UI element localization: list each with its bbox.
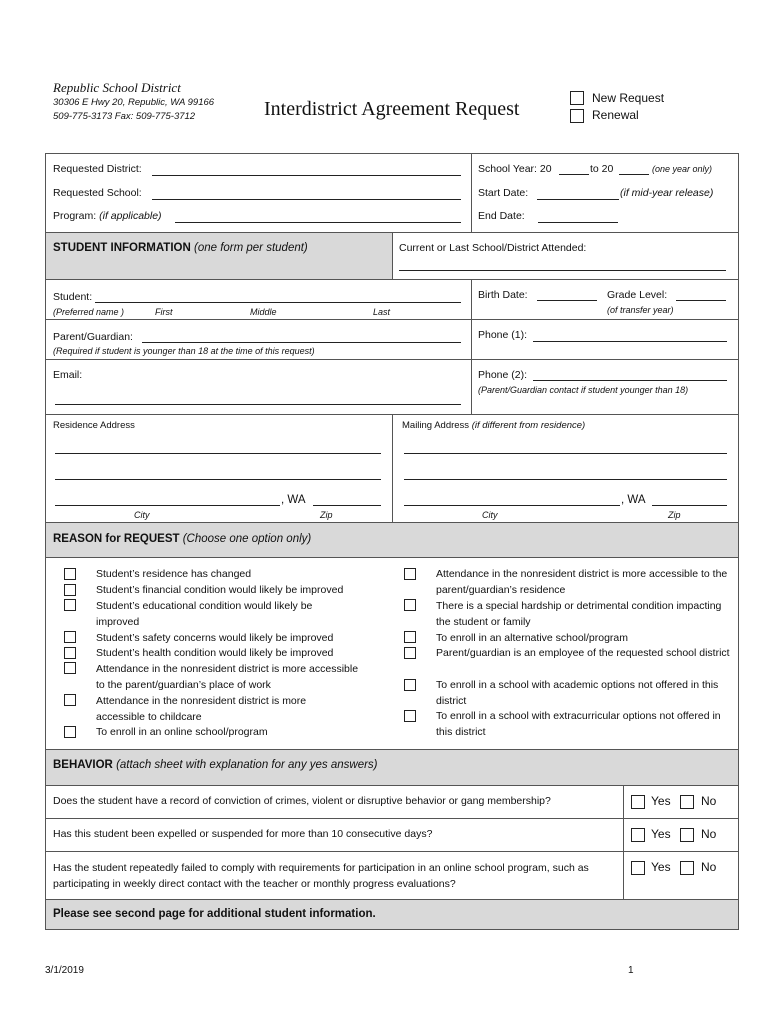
behavior-question-3: Has the student repeatedly failed to comply with requirements for participation in an online school program, such as participating in weekly direct contact with the teacher or monthly progress evaluations?: [53, 862, 589, 890]
program-label: Program: (if applicable): [53, 210, 162, 222]
reason-left-3: Student’s educational condition would likely be improved: [96, 600, 313, 628]
email-field[interactable]: [55, 404, 461, 405]
grade-level-label: Grade Level:: [607, 289, 668, 301]
school-year-from-field[interactable]: [559, 174, 589, 175]
phone2-field[interactable]: [533, 380, 727, 381]
q2-yes-checkbox[interactable]: [631, 828, 645, 842]
first-name-note: First: [155, 307, 173, 317]
reason-right-6: To enroll in a school with extracurricular options not offered in this district: [436, 710, 721, 738]
residence-line1-field[interactable]: [55, 453, 381, 454]
school-year-label-a: School Year: 20: [478, 163, 552, 175]
phone1-field[interactable]: [533, 341, 727, 342]
reason-right-6-checkbox[interactable]: [404, 710, 416, 722]
end-date-label: End Date:: [478, 210, 525, 222]
preferred-name-note: (Preferred name ): [53, 307, 125, 317]
reason-right-4: Parent/guardian is an employee of the requested school district: [436, 647, 730, 659]
behavior-question-1: Does the student have a record of conviction of crimes, violent or disruptive behavior or gang membership?: [53, 795, 551, 807]
residence-zip-note: Zip: [320, 510, 333, 520]
residence-line2-field[interactable]: [55, 479, 381, 480]
student-info-heading: STUDENT INFORMATION (one form per student): [53, 242, 308, 254]
reason-right-5-checkbox[interactable]: [404, 679, 416, 691]
second-page-note: Please see second page for additional student information.: [53, 908, 376, 920]
middle-name-note: Middle: [250, 307, 277, 317]
school-year-to-field[interactable]: [619, 174, 649, 175]
page-number: 1: [628, 965, 634, 976]
q2-no-label: No: [701, 827, 717, 841]
reason-right-1-checkbox[interactable]: [404, 568, 416, 580]
reason-left-1-checkbox[interactable]: [64, 568, 76, 580]
parent-note: (Required if student is younger than 18 at the time of this request): [53, 346, 315, 356]
phone2-label: Phone (2):: [478, 369, 528, 381]
residence-city-field[interactable]: [55, 505, 280, 506]
q1-no-checkbox[interactable]: [680, 795, 694, 809]
birth-date-label: Birth Date:: [478, 289, 528, 301]
student-name-field[interactable]: [95, 302, 461, 303]
grade-level-field[interactable]: [676, 300, 726, 301]
reason-left-8-checkbox[interactable]: [64, 726, 76, 738]
school-year-label-b: to 20: [590, 163, 614, 175]
district-phone-fax: 509-775-3173 Fax: 509-775-3712: [53, 111, 196, 122]
reason-left-5-checkbox[interactable]: [64, 647, 76, 659]
start-date-field[interactable]: [537, 199, 619, 200]
q1-no-label: No: [701, 794, 717, 808]
school-year-note: (one year only): [652, 164, 713, 174]
end-date-field[interactable]: [538, 222, 618, 223]
reason-left-1: Student’s residence has changed: [96, 568, 252, 580]
mailing-line2-field[interactable]: [404, 479, 727, 480]
reason-left-2: Student’s financial condition would likely be improved: [96, 584, 344, 596]
footer-date: 3/1/2019: [45, 965, 84, 976]
reason-left-7: Attendance in the nonresident district is more accessible to childcare: [96, 695, 307, 723]
reason-right-2-checkbox[interactable]: [404, 599, 416, 611]
page-title: Interdistrict Agreement Request: [264, 98, 520, 120]
q3-yes-label: Yes: [651, 860, 671, 874]
student-label: Student:: [53, 291, 93, 303]
reason-left-7-checkbox[interactable]: [64, 694, 76, 706]
mailing-zip-field[interactable]: [652, 505, 727, 506]
requested-school-label: Requested School:: [53, 187, 142, 199]
mailing-city-note: City: [482, 510, 498, 520]
q3-no-label: No: [701, 860, 717, 874]
q1-yes-label: Yes: [651, 794, 671, 808]
reason-right-4-checkbox[interactable]: [404, 647, 416, 659]
start-date-label: Start Date:: [478, 187, 529, 199]
requested-district-label: Requested District:: [53, 163, 142, 175]
residence-address-label: Residence Address: [53, 420, 135, 431]
reason-left-3-checkbox[interactable]: [64, 599, 76, 611]
reason-left-6-checkbox[interactable]: [64, 662, 76, 674]
behavior-question-2: Has this student been expelled or suspended for more than 10 consecutive days?: [53, 828, 433, 840]
renewal-checkbox[interactable]: [570, 109, 584, 123]
phone1-label: Phone (1):: [478, 329, 528, 341]
mailing-city-field[interactable]: [404, 505, 620, 506]
reason-left-6: Attendance in the nonresident district is more accessible to the parent/guardian’s place of work: [96, 663, 359, 691]
mailing-wa: , WA: [621, 494, 646, 506]
q3-no-checkbox[interactable]: [680, 861, 694, 875]
q2-no-checkbox[interactable]: [680, 828, 694, 842]
last-name-note: Last: [373, 307, 391, 317]
reason-left-5: Student’s health condition would likely be improved: [96, 647, 334, 659]
student-info-header-bg: [46, 232, 392, 279]
current-school-label: Current or Last School/District Attended:: [399, 242, 587, 254]
reason-left-8: To enroll in an online school/program: [96, 726, 268, 738]
grade-note: (of transfer year): [607, 305, 674, 315]
reason-right-5: To enroll in a school with academic options not offered in this district: [436, 679, 719, 707]
renewal-label: Renewal: [592, 108, 639, 122]
residence-wa: , WA: [281, 494, 306, 506]
reason-left-4-checkbox[interactable]: [64, 631, 76, 643]
requested-district-field[interactable]: [152, 175, 461, 176]
reason-right-3: To enroll in an alternative school/program: [436, 632, 629, 644]
current-school-field[interactable]: [399, 270, 726, 271]
reason-right-3-checkbox[interactable]: [404, 631, 416, 643]
reason-left-2-checkbox[interactable]: [64, 584, 76, 596]
q2-yes-label: Yes: [651, 827, 671, 841]
behavior-heading: BEHAVIOR (attach sheet with explanation for any yes answers): [53, 759, 378, 771]
mailing-address-label: Mailing Address (if different from residence): [402, 420, 586, 431]
reason-right-2: There is a special hardship or detrimental condition impacting the student or family: [436, 600, 722, 628]
mailing-zip-note: Zip: [668, 510, 681, 520]
reason-left-4: Student’s safety concerns would likely be improved: [96, 632, 334, 644]
mailing-line1-field[interactable]: [404, 453, 727, 454]
q3-yes-checkbox[interactable]: [631, 861, 645, 875]
parent-label: Parent/Guardian:: [53, 331, 133, 343]
district-name: Republic School District: [53, 80, 181, 95]
program-field[interactable]: [175, 222, 461, 223]
new-request-checkbox[interactable]: [570, 91, 584, 105]
requested-school-field[interactable]: [152, 199, 461, 200]
email-label: Email:: [53, 369, 83, 381]
residence-zip-field[interactable]: [313, 505, 381, 506]
new-request-label: New Request: [592, 91, 665, 105]
reason-heading: REASON for REQUEST (Choose one option only): [53, 533, 312, 545]
residence-city-note: City: [134, 510, 150, 520]
phone2-note: (Parent/Guardian contact if student younger than 18): [478, 385, 689, 395]
reason-right-1: Attendance in the nonresident district is more accessible to the parent/guardian’s residence: [436, 568, 728, 596]
parent-field[interactable]: [142, 342, 461, 343]
q1-yes-checkbox[interactable]: [631, 795, 645, 809]
start-date-note: (if mid-year release): [620, 187, 714, 199]
district-address: 30306 E Hwy 20, Republic, WA 99166: [53, 97, 215, 108]
birth-date-field[interactable]: [537, 300, 597, 301]
